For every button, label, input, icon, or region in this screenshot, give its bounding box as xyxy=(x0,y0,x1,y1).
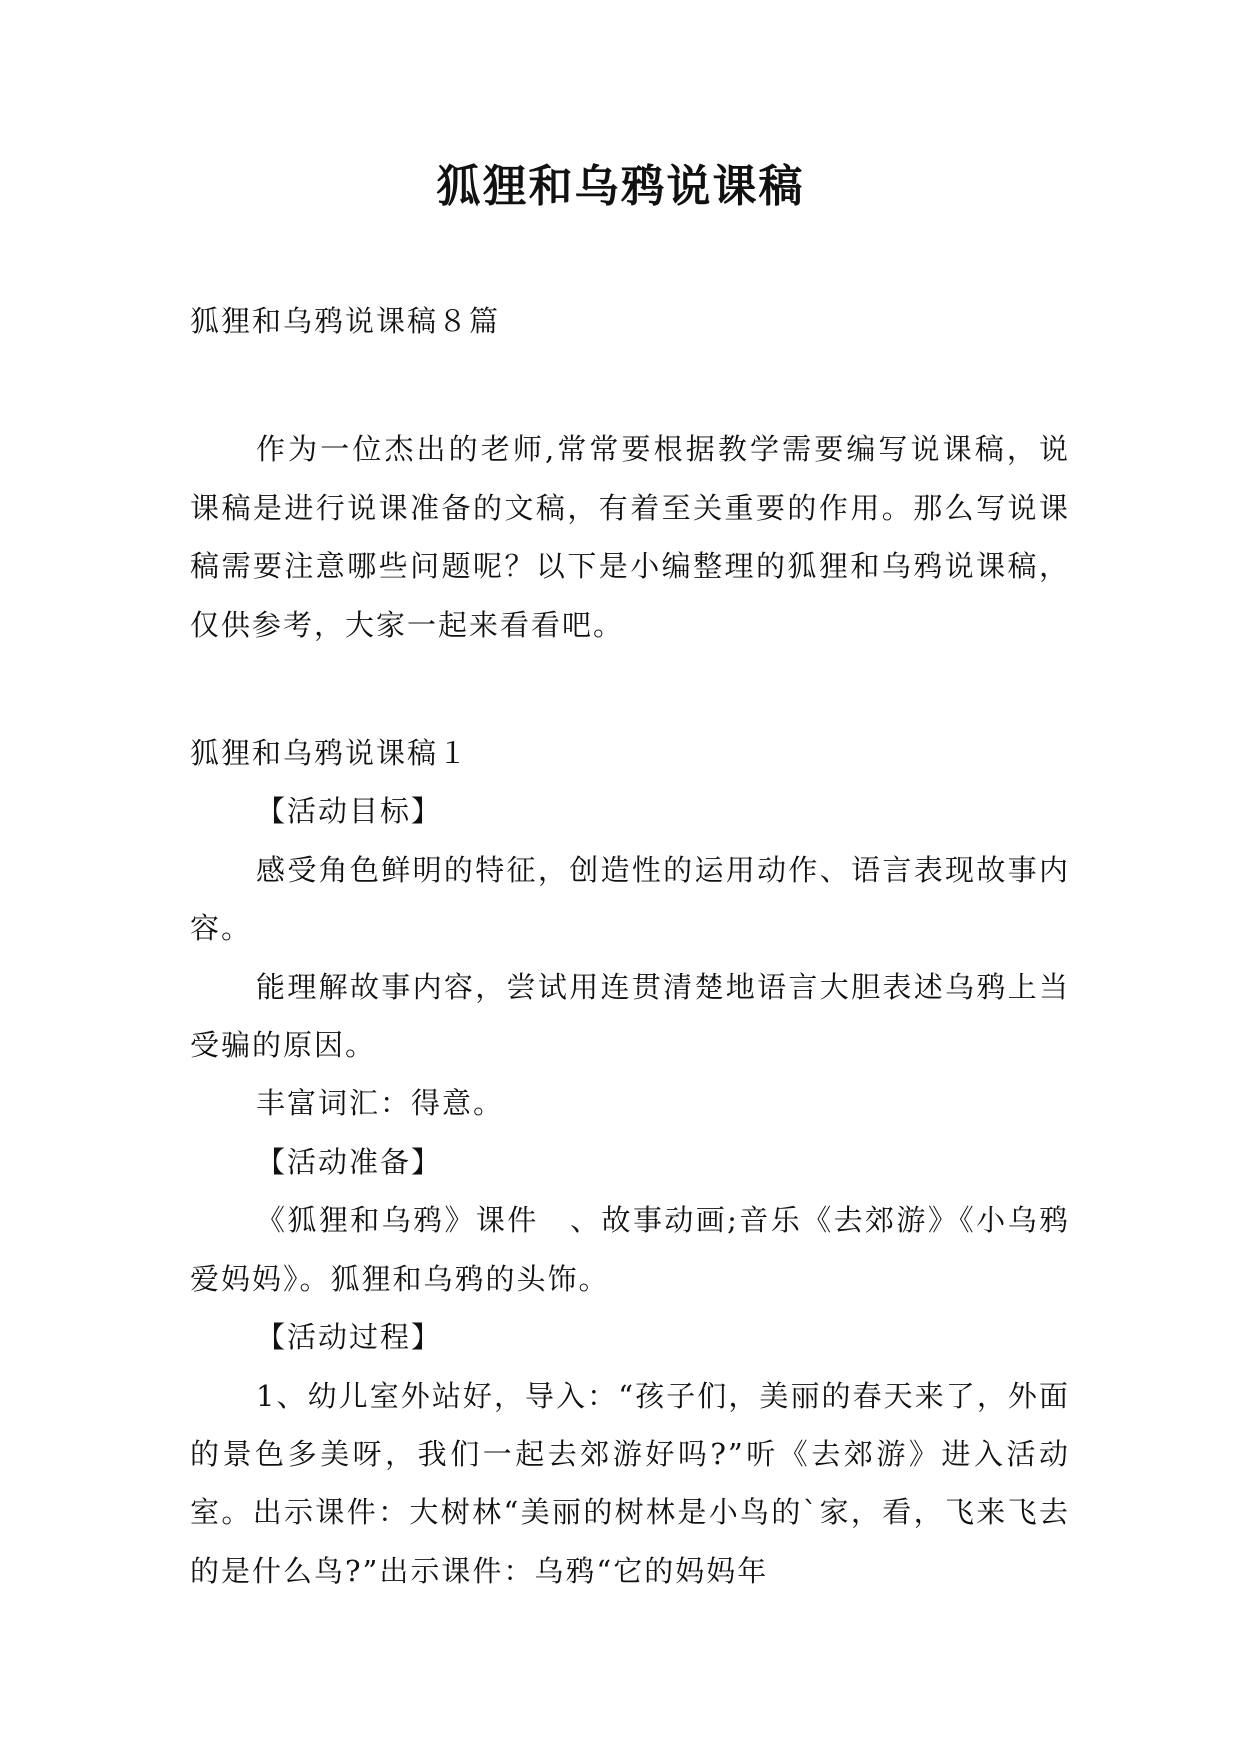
spacer xyxy=(190,350,1070,420)
goal-paragraph-1: 感受角色鲜明的特征，创造性的运用动作、语言表现故事内容。 xyxy=(190,852,1070,946)
goal-heading: 【活动目标】 xyxy=(256,794,443,829)
prep-paragraph-1: 《狐狸和乌鸦》课件 、故事动画;音乐《去郊游》《小乌鸦爱妈妈》。狐狸和乌鸦的头饰。 xyxy=(190,1203,1070,1296)
document-title: 狐狸和乌鸦说课稿 xyxy=(436,161,805,212)
section-heading: 狐狸和乌鸦说课稿１ xyxy=(190,736,470,771)
goal-paragraph-2: 能理解故事内容，尝试用连贯清楚地语言大胆表述乌鸦上当受骗的原因。 xyxy=(190,969,1070,1063)
prep-heading: 【活动准备】 xyxy=(256,1144,443,1179)
intro-paragraph: 作为一位杰出的老师,常常要根据教学需要编写说课稿，说课稿是进行说课准备的文稿，有着至关重要的作用。那么写说课稿需要注意哪些问题呢？以下是小编整理的狐狸和乌鸦说课稿，仅供参考，大家一起来看看吧。 xyxy=(190,432,1070,642)
document-subtitle: 狐狸和乌鸦说课稿８篇 xyxy=(190,304,501,338)
document-body xyxy=(190,292,1070,1600)
goal-paragraph-3: 丰富词汇：得意。 xyxy=(256,1086,505,1121)
process-paragraph-1: 1、幼儿室外站好，导入：“孩子们，美丽的春天来了，外面的景色多美呀，我们一起去郊游好吗?”听《去郊游》进入活动室。出示课件：大树林“美丽的树林是小鸟的`家，看，飞来飞去的是什么鸟?”出示课件：乌鸦“它的妈妈年 xyxy=(190,1378,1070,1588)
process-heading: 【活动过程】 xyxy=(256,1320,443,1355)
spacer xyxy=(190,654,1070,724)
